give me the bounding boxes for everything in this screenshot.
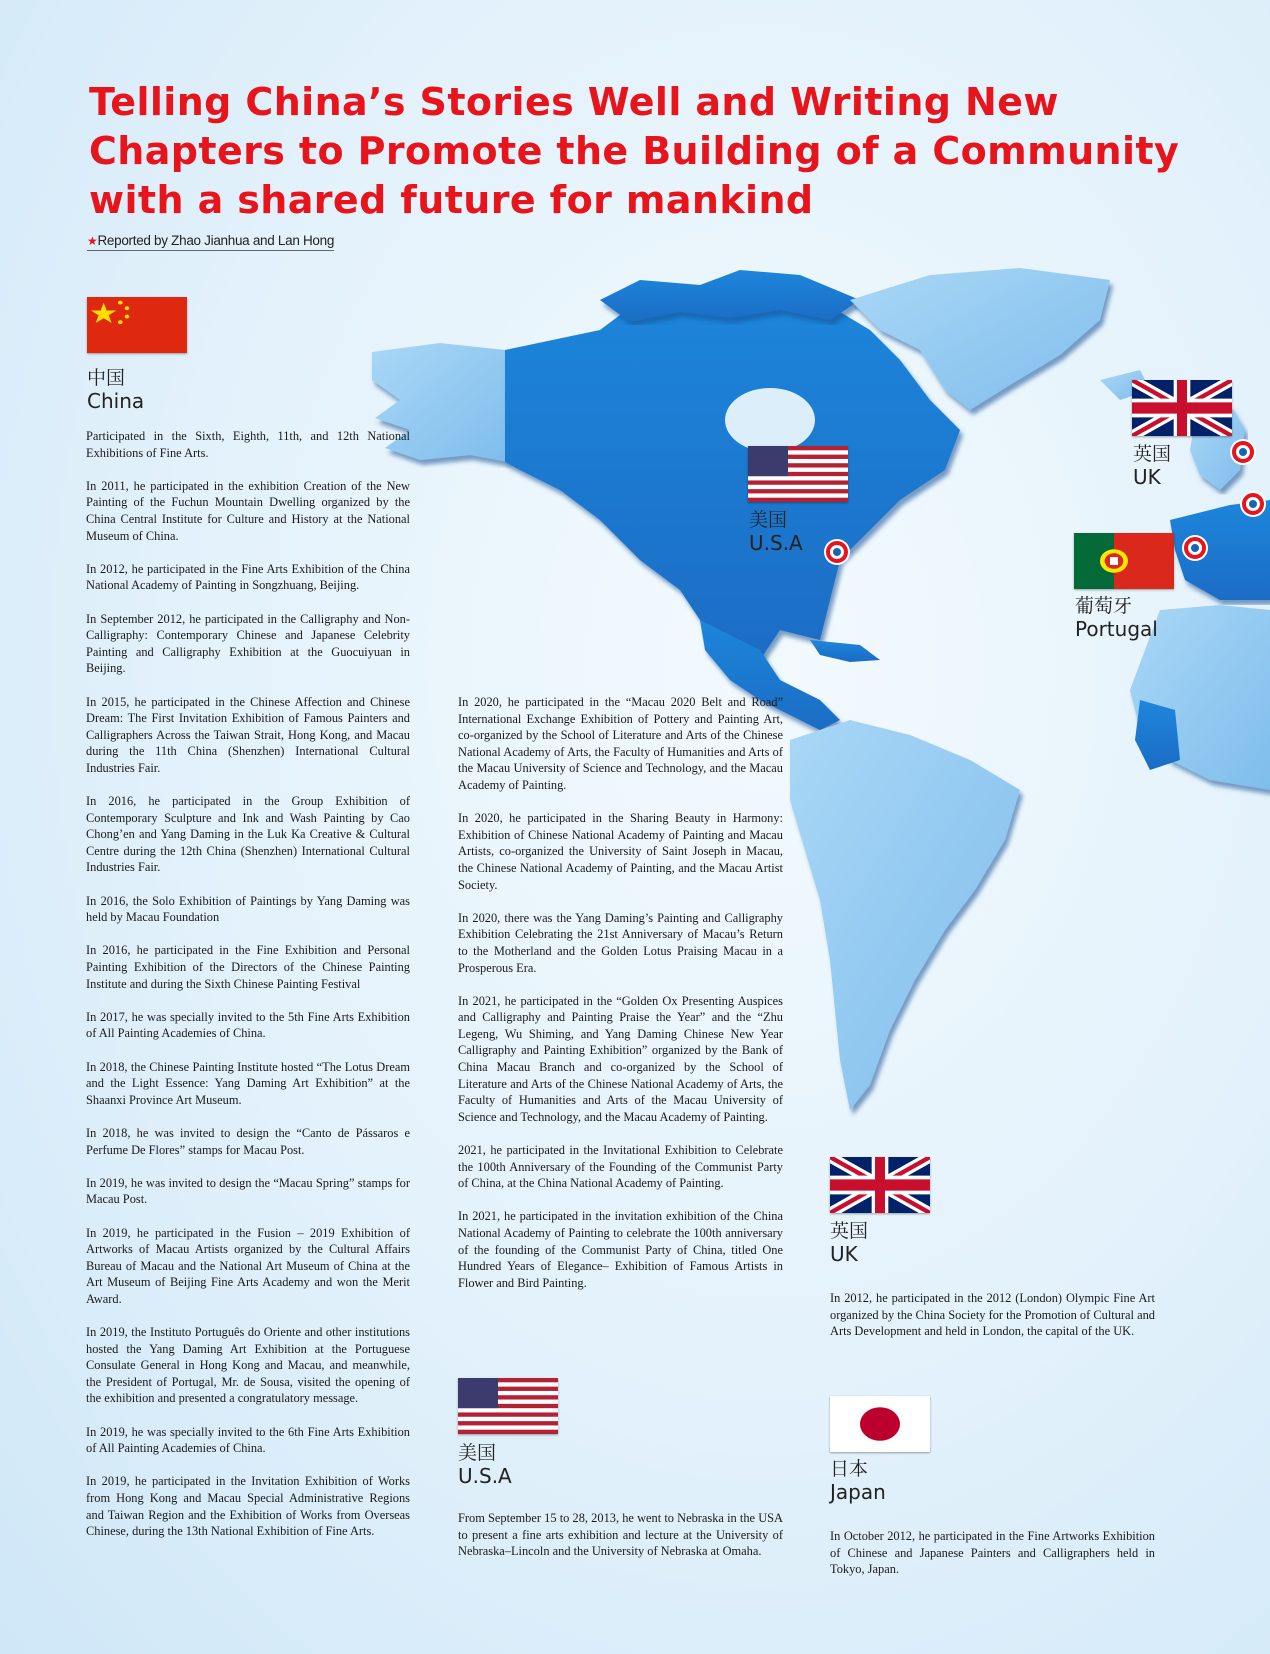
usa-flag [458,1378,558,1434]
china-flag [87,297,187,353]
china-column-1 [86,428,410,1556]
byline [87,233,334,251]
china-paragraph: In 2017, he was specially invited to the 5th Fine Arts Exhibition of All Painting Academies of China. [86,1009,410,1041]
portugal-location-marker [1184,537,1206,559]
hudson-bay [725,388,815,452]
china-paragraph: In 2021, he participated in the invitation exhibition of the China National Academy of Painting to celebrate the 100th anniversary of the founding of the Communist Party of China, titled One Hundred Years of Elegance– Exhibition of Famous Artists in Flower and Bird Painting. [458,1209,783,1290]
japan-heading [830,1458,886,1504]
china-paragraph: In 2015, he participated in the Chinese Affection and Chinese Dream: The First Invitation Exhibition of Famous Painters and Calligraphers Across the Taiwan Strait, Hong Kong, and Macau during the 11th China (Shenzhen) International Cultural Industries Fair. [86,694,410,775]
uk-flag [830,1157,930,1213]
china-paragraph: In 2020, he participated in the “Macau 2020 Belt and Road” International Exchange Exhibition of Pottery and Painting Art, co-organized by the School of Literature and Arts of the Chinese National Academy of Arts, the Faculty of Humanities and Arts of the Macau University of Science and Technology, and the Macau Academy of Painting. [458,695,783,792]
china-paragraph: In 2012, he participated in the Fine Arts Exhibition of the China National Academy of Painting in Songzhuang, Beijing. [86,561,410,593]
map-uk-zh: 英国 [1133,443,1172,465]
japan-name-en: Japan [830,1480,886,1504]
china-heading [87,367,144,413]
china-paragraph: In 2019, he was invited to design the “Macau Spring” stamps for Macau Post. [86,1175,410,1207]
uk-name-en: UK [830,1242,858,1266]
china-paragraph: In 2016, the Solo Exhibition of Paintings by Yang Daming was held by Macau Foundation [86,893,410,925]
north-america-landmass [505,290,960,660]
caribbean-islands [810,640,880,662]
japan-paragraph: In October 2012, he participated in the Fine Artworks Exhibition of Chinese and Japanese Painters and Calligraphers held in Tokyo, Japan. [830,1529,1155,1577]
map-uk-flag [1132,380,1232,436]
article-title [89,78,1180,225]
star-icon: ★ [87,234,98,248]
title-line-1: Telling China’s Stories Well and Writing New [89,80,1059,124]
usa-heading [458,1442,512,1488]
map-portugal-en: Portugal [1075,617,1158,641]
japan-flag [830,1396,930,1452]
south-america-landmass [790,720,1020,1110]
china-name-zh: 中国 [87,367,126,389]
arctic-islands [600,270,860,322]
map-portugal-zh: 葡萄牙 [1075,595,1133,617]
china-paragraph: In 2011, he participated in the exhibition Creation of the New Painting of the Fuchun Mountain Dwelling organized by the China Central Institute for Culture and History at the National Museum of China. [86,478,410,543]
map-uk-label [1133,443,1171,489]
china-paragraph: In 2019, he participated in the Fusion – 2019 Exhibition of Artworks of Macau Artists organized by the Cultural Affairs Bureau of Macau and the National Art Museum of China at the Art Museum of Beijing Fine Arts Academy and won the Merit Award. [86,1225,410,1306]
west-africa [1135,700,1180,770]
title-line-2: Chapters to Promote the Building of a Community [89,129,1180,173]
byline-text: Reported by Zhao Jianhua and Lan Hong [97,233,335,248]
japan-name-zh: 日本 [830,1458,869,1480]
china-paragraph: In 2019, he participated in the Invitation Exhibition of Works from Hong Kong and Macau Special Administrative Regions and Taiwan Region and the Exhibition of Works from Overseas Chinese, during the 13th National Exhibition of Fine Arts. [86,1474,410,1539]
uk-paragraph: In 2012, he participated in the 2012 (London) Olympic Fine Art organized by the China Society for the Promotion of Cultural and Arts Development and held in London, the capital of the UK. [830,1291,1155,1339]
china-paragraph: Participated in the Sixth, Eighth, 11th, and 12th National Exhibitions of Fine Arts. [86,429,410,460]
uk-name-zh: 英国 [830,1220,869,1242]
china-paragraph: In 2018, he was invited to design the “Canto de Pássaros e Perfume De Flores” stamps for Macau Post. [86,1125,410,1157]
usa-name-en: U.S.A [458,1464,512,1488]
china-paragraph: In 2021, he participated in the “Golden Ox Presenting Auspices and Calligraphy and Painting Praise the Year” and the “Zhu Legeng, Wu Shiming, and Yang Daming Chinese New Year Calligraphy and Painting Exhibition” organized by the Bank of China Macau Branch and co-organized by the School of Literature and Arts of the Chinese National Academy of Arts, the Faculty of Humanities and Arts of the Macau University of Science and Technology, and the Macau Academy of Painting. [458,993,783,1124]
uk-location-marker [1232,441,1254,463]
japan-column [830,1528,1155,1594]
map-usa-zh: 美国 [749,509,788,531]
china-name-en: China [87,389,145,413]
china-paragraph: In 2016, he participated in the Group Exhibition of Contemporary Sculpture and Ink and Wash Painting by Cao Chong’en and Yang Daming in the Luk Ka Creative & Cultural Centre during the 12th China (Shenzhen) International Cultural Industries Fair. [86,794,410,875]
map-usa-flag [748,446,848,502]
usa-name-zh: 美国 [458,1442,497,1464]
map-usa-label [749,509,803,555]
map-uk-en: UK [1133,465,1161,489]
china-column-2 [458,694,783,1308]
map-portugal-flag [1074,533,1174,589]
china-paragraph: In 2020, there was the Yang Daming’s Painting and Calligraphy Exhibition Celebrating the 21st Anniversary of Macau’s Return to the Motherland and the Golden Lotus Praising Macau in a Prosperous Era. [458,910,783,975]
china-paragraph: In 2018, the Chinese Painting Institute hosted “The Lotus Dream and the Light Essence: Yang Daming Art Exhibition” at the Shaanxi Province Art Museum. [86,1059,410,1107]
china-paragraph: In 2016, he participated in the Fine Exhibition and Personal Painting Exhibition of the Directors of the Chinese Painting Institute and during the Sixth Chinese Painting Festival [86,943,410,991]
map-usa-en: U.S.A [749,531,803,555]
china-paragraph: In 2019, the Instituto Português do Oriente and other institutions hosted the Yang Daming Art Exhibition at the Portuguese Consulate General in Hong Kong and Macau, and meanwhile, the President of Portugal, Mr. de Sousa, visited the opening of the exhibition and presented a congratulatory message. [86,1325,410,1406]
usa-paragraph: From September 15 to 28, 2013, he went to Nebraska in the USA to present a fine arts exhibition and lecture at the University of Nebraska–Lincoln and the University of Nebraska at Omaha. [458,1511,783,1559]
uk-heading [830,1220,868,1266]
china-paragraph: In 2019, he was specially invited to the 6th Fine Arts Exhibition of All Painting Academies of China. [86,1424,410,1456]
map-portugal-label [1075,595,1158,641]
title-line-3: with a shared future for mankind [89,178,814,222]
uk-column [830,1290,1155,1356]
usa-location-marker [826,541,848,563]
china-paragraph: 2021, he participated in the Invitational Exhibition to Celebrate the 100th Anniversary of the Founding of the Communist Party of China, at the China National Academy of Painting. [458,1143,783,1191]
europe-location-marker [1242,493,1264,515]
china-paragraph: In 2020, he participated in the Sharing Beauty in Harmony: Exhibition of Chinese National Academy of Painting and Macau Artists, co-organized the University of Saint Joseph in Macau, the Chinese National Academy of Painting, and the Macau Artist Society. [458,811,783,892]
usa-column [458,1510,783,1576]
china-paragraph: In September 2012, he participated in the Calligraphy and Non-Calligraphy: Contemporary Chinese and Japanese Celebrity Painting and Calligraphy Exhibition at the Guocuiyuan in Beijing. [86,611,410,676]
